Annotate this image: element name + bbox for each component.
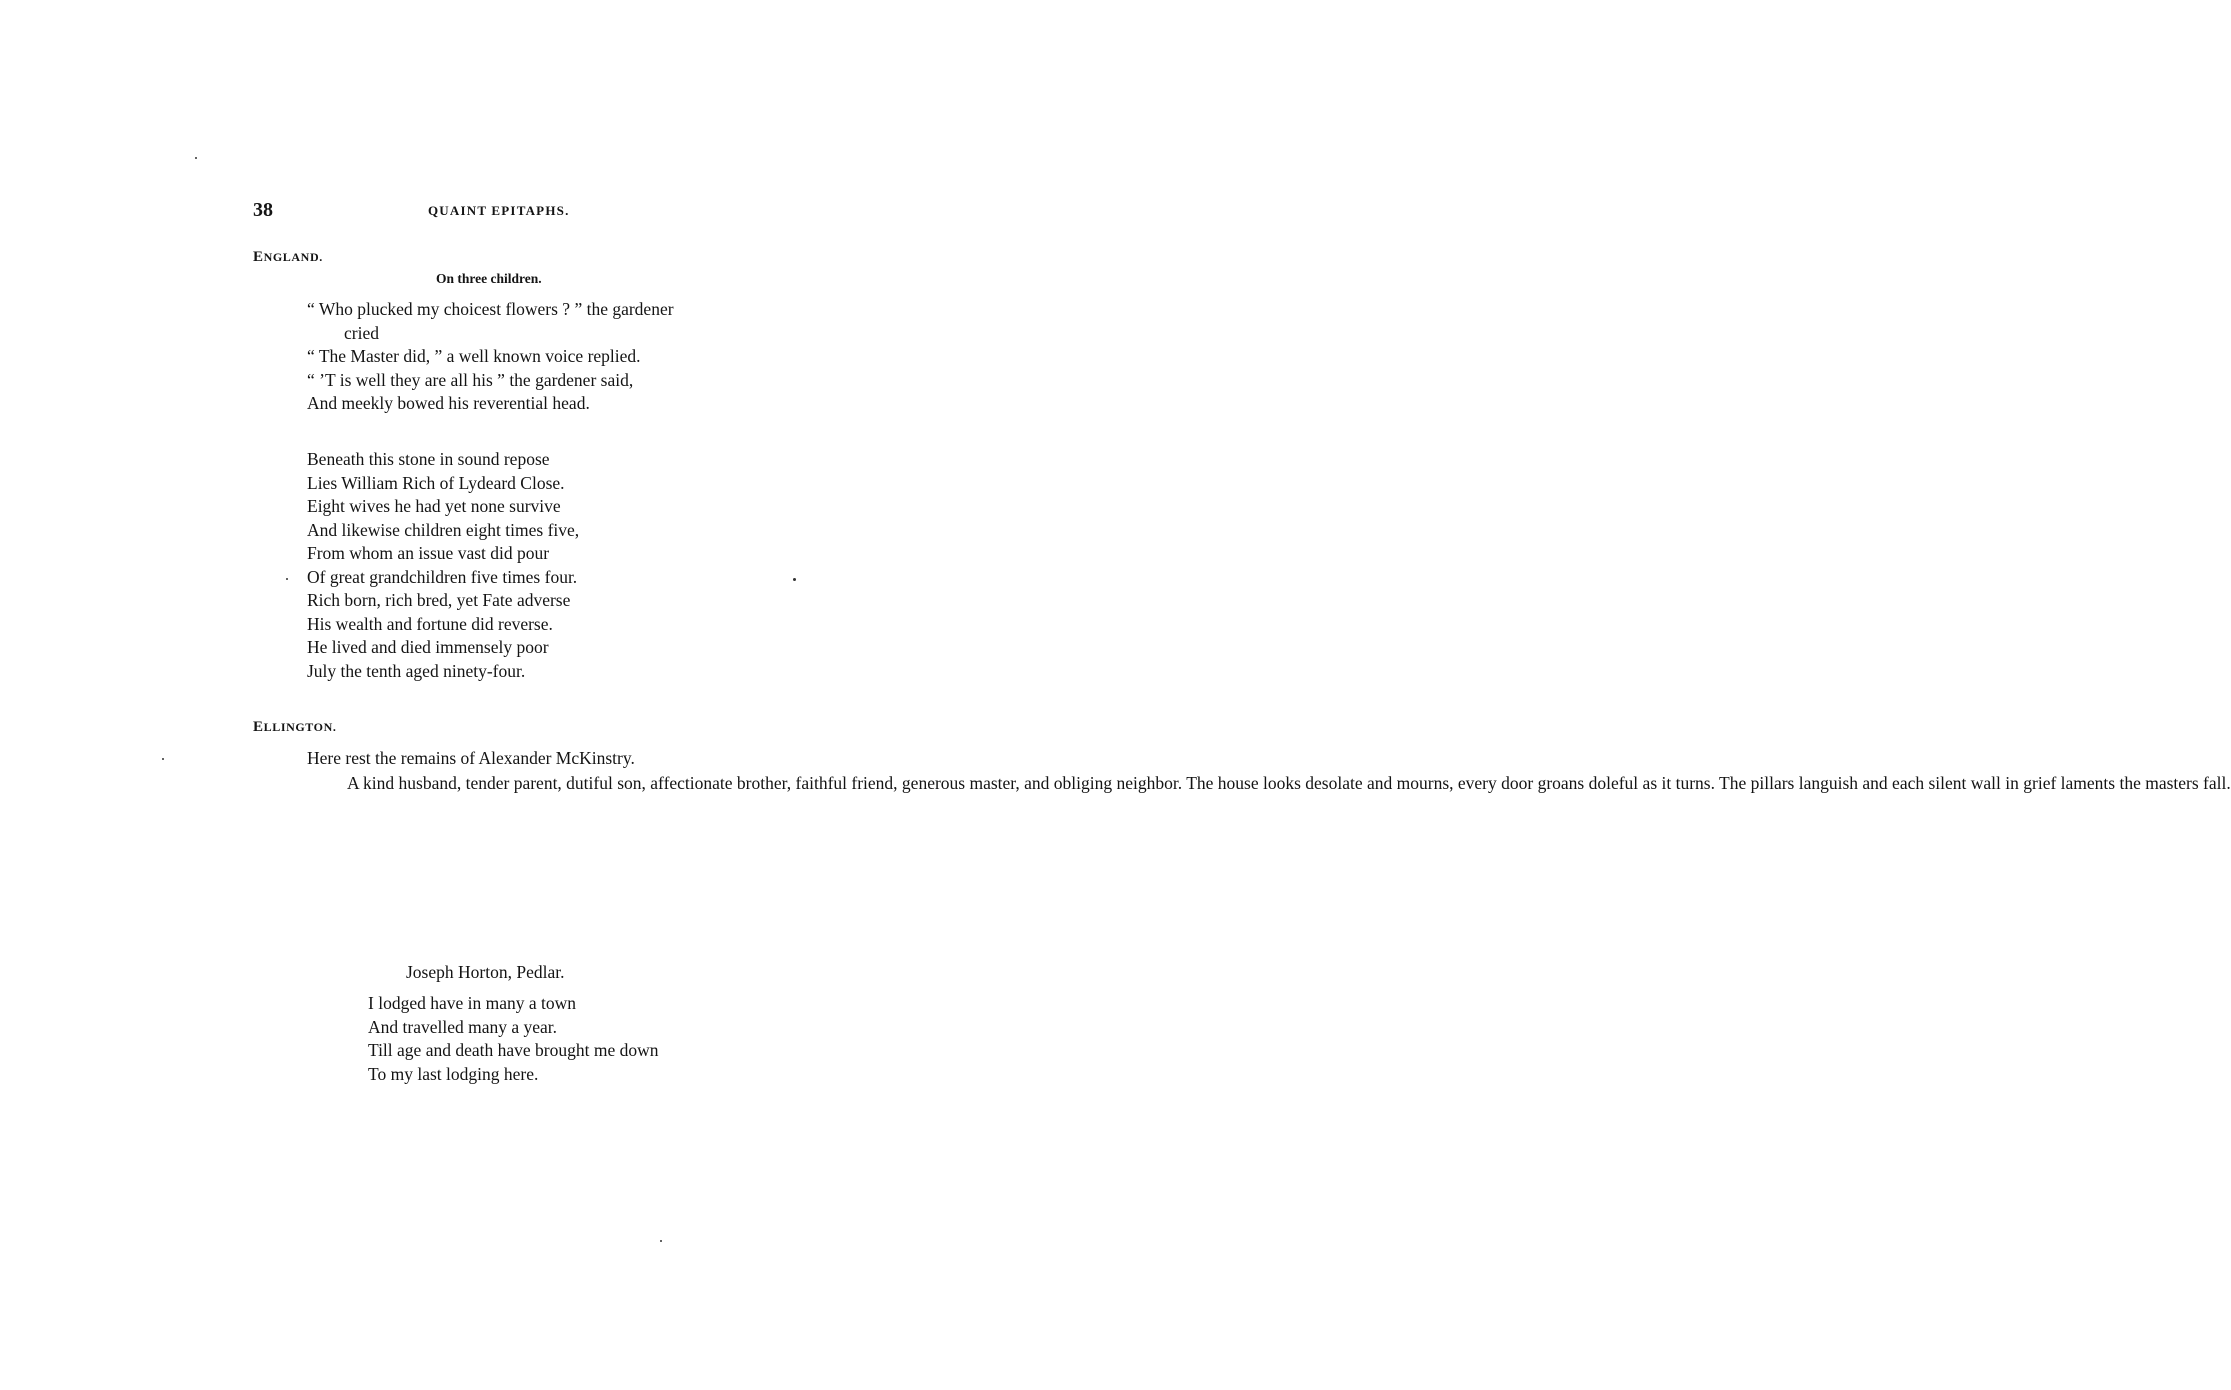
verse-line: “ Who plucked my choicest flowers ? ” the gardener [307, 299, 674, 319]
epitaph-subtitle-horton: Joseph Horton, Pedlar. [406, 962, 565, 982]
verse-line: July the tenth aged ninety-four. [307, 660, 526, 681]
verse-line: Lies William Rich of Lydeard Close. [307, 472, 565, 493]
verse-line: cried [344, 322, 379, 343]
epitaph-mckinstry-first-line: Here rest the remains of Alexander McKinstry. [307, 748, 635, 768]
section-heading-england [253, 249, 323, 266]
verse-line: His wealth and fortune did reverse. [307, 613, 553, 634]
scan-speck [162, 758, 164, 760]
epitaph-william-rich [307, 448, 579, 683]
scan-speck [793, 578, 796, 581]
verse-line: I lodged have in many a town [368, 993, 577, 1013]
page-number: 38 [253, 199, 273, 221]
scan-speck [286, 578, 288, 580]
verse-line: Beneath this stone in sound repose [307, 449, 550, 469]
verse-line: To my last lodging here. [368, 1063, 539, 1084]
running-title: QUAINT EPITAPHS. [428, 203, 570, 218]
heading-initial: E [253, 249, 264, 265]
verse-line: Eight wives he had yet none survive [307, 496, 561, 516]
section-heading-ellington [253, 719, 336, 736]
scan-speck [195, 157, 197, 159]
verse-line: “ The Master did, ” a well known voice replied. [307, 346, 641, 366]
epitaph-three-children [307, 298, 674, 416]
verse-line: Rich born, rich bred, yet Fate adverse [307, 590, 571, 610]
heading-rest: NGLAND. [263, 250, 323, 264]
heading-initial: E [253, 719, 264, 735]
verse-line: Till age and death have brought me down [368, 1040, 659, 1060]
scan-speck [660, 1240, 662, 1242]
epitaph-joseph-horton [368, 992, 658, 1086]
epitaph-subtitle: On three children. [436, 271, 542, 286]
verse-line: And travelled many a year. [368, 1016, 558, 1037]
verse-line: And likewise children eight times five, [307, 519, 580, 540]
verse-line: Of great grandchildren five times four. [307, 566, 578, 587]
verse-line: From whom an issue vast did pour [307, 543, 550, 563]
verse-line: He lived and died immensely poor [307, 637, 549, 657]
heading-rest: LLINGTON. [263, 720, 337, 734]
verse-line: “ ’T is well they are all his ” the gardener said, [307, 369, 634, 390]
verse-line: And meekly bowed his reverential head. [307, 393, 590, 413]
epitaph-mckinstry-body: A kind husband, tender parent, dutiful son, affectionate brother, faithful friend, generous master, and obliging neighbor. The house looks desolate and mourns, every door groans doleful as it turns. The pillars languish and each silent wall in grief laments the masters fall. [347, 773, 2231, 793]
